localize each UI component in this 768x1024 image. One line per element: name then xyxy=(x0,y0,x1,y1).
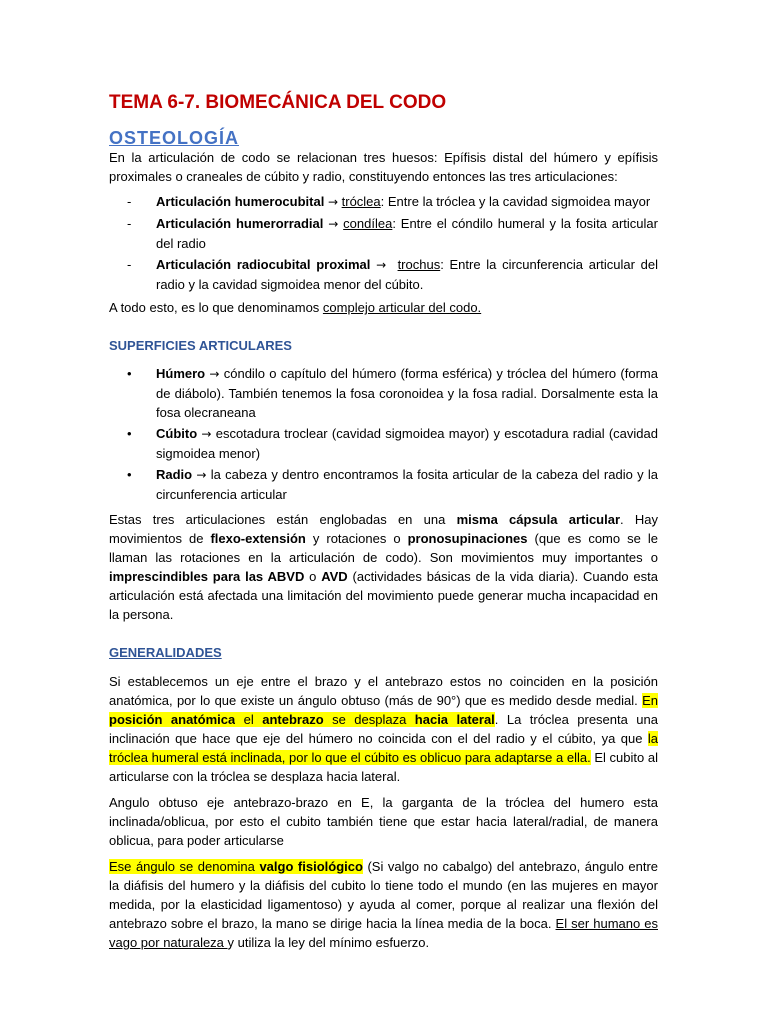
text-run: . Hay movimientos de xyxy=(109,512,658,546)
text-run: (Si valgo no cabalgo) del antebrazo, ángulo entre la diáfisis del humero y la diáfisis del cubito lo tiene todo el mundo (en las mujeres en mayor medida, por la elasticidad ligamentoso) y ayuda al comer, porque al realizar una flexión del antebrazo sobre el brazo, la mano se dirige hacia la línea media de la boca. xyxy=(109,859,658,931)
articulation-list xyxy=(109,192,658,294)
generalidades-heading: GENERALIDADES xyxy=(109,645,222,660)
text-run: Si establecemos un eje entre el brazo y el antebrazo estos no coinciden en la posición anatómica, por lo que existe un ángulo obtuso (más de 90°) que es medido desde medial. xyxy=(109,674,658,708)
arrow-icon: → xyxy=(328,217,339,231)
bullet-marker: • xyxy=(127,467,132,482)
item-text: : Entre el cóndilo humeral y la fosita articular del radio xyxy=(156,216,658,251)
complex-text: A todo esto, es lo que denominamos xyxy=(109,300,323,315)
underlined-run: El ser humano es vago por naturaleza xyxy=(109,916,658,950)
list-item xyxy=(109,214,658,253)
list-item xyxy=(109,364,658,422)
bold-run: misma cápsula articular xyxy=(456,512,621,527)
arrow-icon: → xyxy=(201,427,212,441)
text-run: (actividades básicas de la vida diaria). Cuando esta articulación está afectada una limitación del movimiento puede generar mucha incapacidad en la persona. xyxy=(109,569,658,622)
highlight-bold-run: antebrazo xyxy=(262,712,324,727)
list-item xyxy=(109,192,658,212)
complex-underlined: complejo articular del codo. xyxy=(322,300,482,315)
document-title: TEMA 6-7. BIOMECÁNICA DEL CODO xyxy=(109,92,447,113)
bullet-marker: • xyxy=(127,366,132,381)
highlight-bold-run: posición anatómica xyxy=(109,712,236,727)
axis-paragraph xyxy=(109,672,658,786)
item-text: escotadura troclear (cavidad sigmoidea mayor) y escotadura radial (cavidad sigmoidea menor) xyxy=(156,426,658,461)
highlight-run: la tróclea humeral está inclinada, por lo que el cúbito es oblicuo para adaptarse a ella. xyxy=(109,731,658,765)
item-text: cóndilo o capítulo del húmero (forma esférica) y tróclea del húmero (forma de diábolo). También tenemos la fosa coronoidea y la fosa radial. Dorsalmente esta la fosa olecraneana xyxy=(156,366,658,420)
dash-marker: - xyxy=(127,194,132,209)
osteologia-intro: En la articulación de codo se relacionan tres huesos: Epífisis distal del húmero y epífisis proximales o craneales de cúbito y radio, constituyendo entonces las tres articulaciones: xyxy=(109,150,658,184)
highlight-bold-run: hacia lateral xyxy=(414,712,495,727)
bold-run: imprescindibles para las ABVD xyxy=(109,569,305,584)
superficies-heading: SUPERFICIES ARTICULARES xyxy=(109,338,292,353)
arrow-icon: → xyxy=(376,258,387,272)
list-item xyxy=(109,424,658,463)
list-item xyxy=(109,465,658,504)
bold-run: flexo-extensión xyxy=(210,531,306,546)
arrow-icon: → xyxy=(196,468,207,482)
item-type: condílea xyxy=(343,216,393,231)
highlight-run: el xyxy=(235,712,263,727)
surfaces-list xyxy=(109,364,658,504)
highlight-run: Ese ángulo se denomina xyxy=(109,859,260,874)
highlight-run: En xyxy=(642,693,658,708)
obtuse-angle-paragraph: Angulo obtuso eje antebrazo-brazo en E, la garganta de la tróclea del humero esta inclinada/oblicua, por esto el cubito también tiene que estar hacia lateral/radial, de manera oblicua, para poder articularse xyxy=(109,795,658,848)
text-run: El cubito al articularse con la tróclea se desplaza hacia lateral. xyxy=(109,750,658,784)
text-run: . La tróclea presenta una inclinación que hace que eje del húmero no coincida con el del radio y el cúbito, ya que xyxy=(109,712,658,746)
item-type: trochus xyxy=(397,257,441,272)
highlight-run: se desplaza xyxy=(323,712,415,727)
osteologia-heading: OSTEOLOGÍA xyxy=(109,128,240,148)
bold-run: AVD xyxy=(321,569,348,584)
bullet-marker: • xyxy=(127,426,132,441)
arrow-icon: → xyxy=(209,367,220,381)
item-text: : Entre la tróclea y la cavidad sigmoidea mayor xyxy=(380,194,651,209)
text-run: (que es como se le llaman las rotaciones en la articulación de codo). Son movimientos muy importantes o xyxy=(109,531,658,565)
dash-marker: - xyxy=(127,257,132,272)
text-run: y utiliza la ley del mínimo esfuerzo. xyxy=(227,935,430,950)
item-term: Articulación radiocubital proximal xyxy=(156,257,371,272)
item-text: la cabeza y dentro encontramos la fosita articular de la cabeza del radio y la circunferencia articular xyxy=(156,467,658,502)
text-run: o xyxy=(304,569,322,584)
item-type: tróclea xyxy=(341,194,381,209)
highlight-bold-run: valgo fisiológico xyxy=(259,859,363,874)
bold-run: pronosupinaciones xyxy=(407,531,528,546)
capsule-paragraph xyxy=(109,510,658,624)
arrow-icon: → xyxy=(327,195,338,209)
item-term: Articulación humerorradial xyxy=(156,216,324,231)
text-run: Estas tres articulaciones están englobadas en una xyxy=(109,512,457,527)
text-run: y rotaciones o xyxy=(305,531,408,546)
item-text: : Entre la circunferencia articular del radio y la cavidad sigmoidea menor del cúbito. xyxy=(156,257,658,292)
item-term: Húmero xyxy=(156,366,206,381)
complex-paragraph xyxy=(109,298,658,317)
item-term: Cúbito xyxy=(156,426,198,441)
item-term: Articulación humerocubital xyxy=(156,194,325,209)
list-item xyxy=(109,255,658,294)
document-page xyxy=(109,92,658,952)
valgus-paragraph xyxy=(109,857,658,952)
item-term: Radio xyxy=(156,467,193,482)
dash-marker: - xyxy=(127,216,132,231)
